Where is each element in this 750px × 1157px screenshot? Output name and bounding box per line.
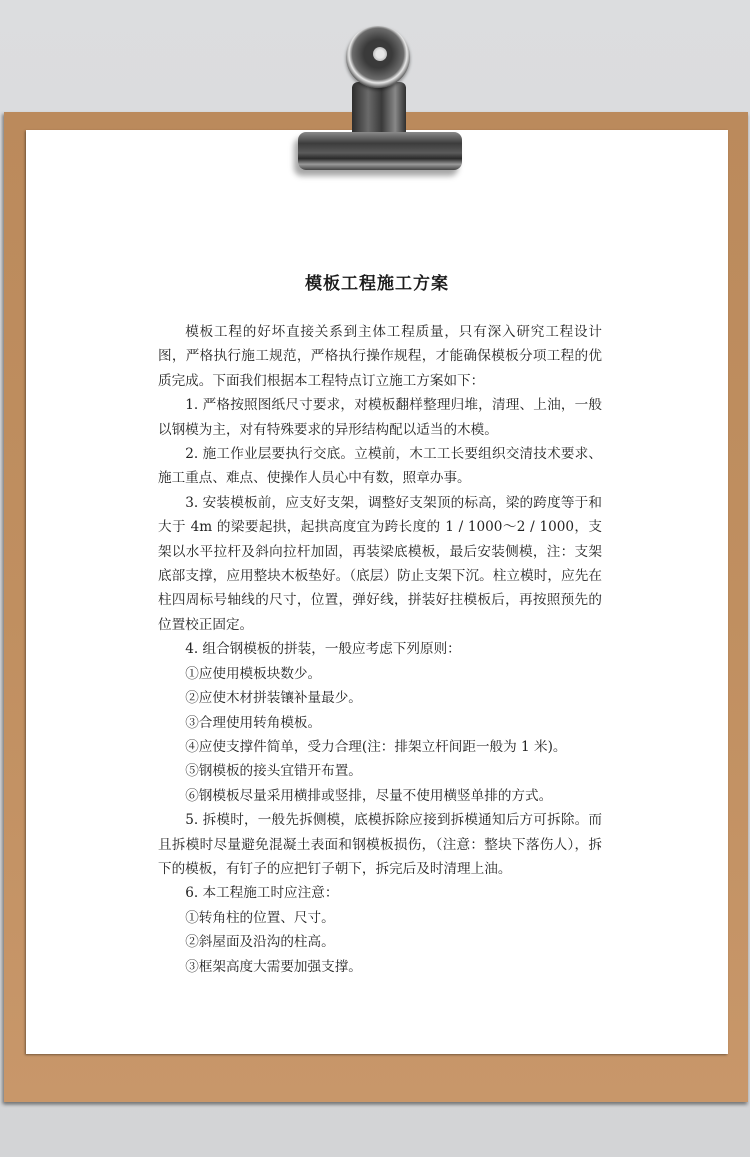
item-6-sub-3: ③框架高度大需要加强支撑。: [185, 958, 362, 975]
item-4-sub-6: ⑥钢模板尽量采用横排或竖排，尽量不使用横竖单排的方式。: [185, 787, 553, 804]
item-1: 1. 严格按照图纸尺寸要求，对模板翻样整理归堆，清理、上油，一般以钢模为主，对有特殊要求的异形结构配以适当的木模。: [158, 397, 602, 438]
document-body: [158, 320, 602, 979]
binder-clip-icon: [296, 24, 466, 170]
item-5: 5. 拆模时，一般先拆侧模，底模拆除应接到拆模通知后方可拆除。而且拆模时尽量避免混凝土表面和钢模板损伤，（注意：整块下落伤人），拆下的模板，有钉子的应把钉子朝下，拆完后及时清理上油。: [158, 812, 602, 877]
document-title: 模板工程施工方案: [305, 274, 449, 294]
item-3: 3. 安装模板前，应支好支架，调整好支架顶的标高，梁的跨度等于和大于 4m 的梁要起拱，起拱高度宜为跨长度的 1 / 1000～2 / 1000，支架以水平拉杆及斜向拉杆加固，再装梁底模板，最后安装侧模，注：支架底部支撑，应用整块木板垫好。（底层）防止支架下沉。柱立模时，应先在柱四周标号轴线的尺寸，位置，弹好线，拼装好拄模板后，再按照预先的位置校正固定。: [158, 494, 602, 633]
clip-ring-hole: [373, 47, 387, 61]
item-6-heading: 6. 本工程施工时应注意：: [185, 885, 339, 902]
item-4-sub-3: ③合理使用转角模板。: [185, 714, 322, 731]
item-4-sub-4: ④应使支撑件简单，受力合理(注：排架立杆间距一般为 1 米)。: [185, 738, 567, 755]
item-6-sub-1: ①转角柱的位置、尺寸。: [185, 909, 335, 926]
item-6-sub-2: ②斜屋面及沿沟的柱高。: [185, 934, 335, 951]
paper-sheet: [26, 130, 728, 1054]
item-4-sub-5: ⑤钢模板的接头宜错开布置。: [185, 763, 362, 780]
item-2: 2. 施工作业层要执行交底。立模前，木工工长要组织交清技术要求、施工重点、难点、使操作人员心中有数，照章办事。: [158, 446, 602, 487]
item-4-sub-1: ①应使用模板块数少。: [185, 665, 322, 682]
item-4-heading: 4. 组合钢模板的拼装，一般应考虑下列原则：: [185, 641, 461, 658]
item-4-sub-2: ②应使木材拼装镶补量最少。: [185, 690, 362, 707]
clip-jaw: [298, 132, 462, 170]
intro-paragraph: 模板工程的好坏直接关系到主体工程质量，只有深入研究工程设计图，严格执行施工规范，严格执行操作规程，才能确保模板分项工程的优质完成。下面我们根据本工程特点订立施工方案如下：: [158, 324, 602, 389]
